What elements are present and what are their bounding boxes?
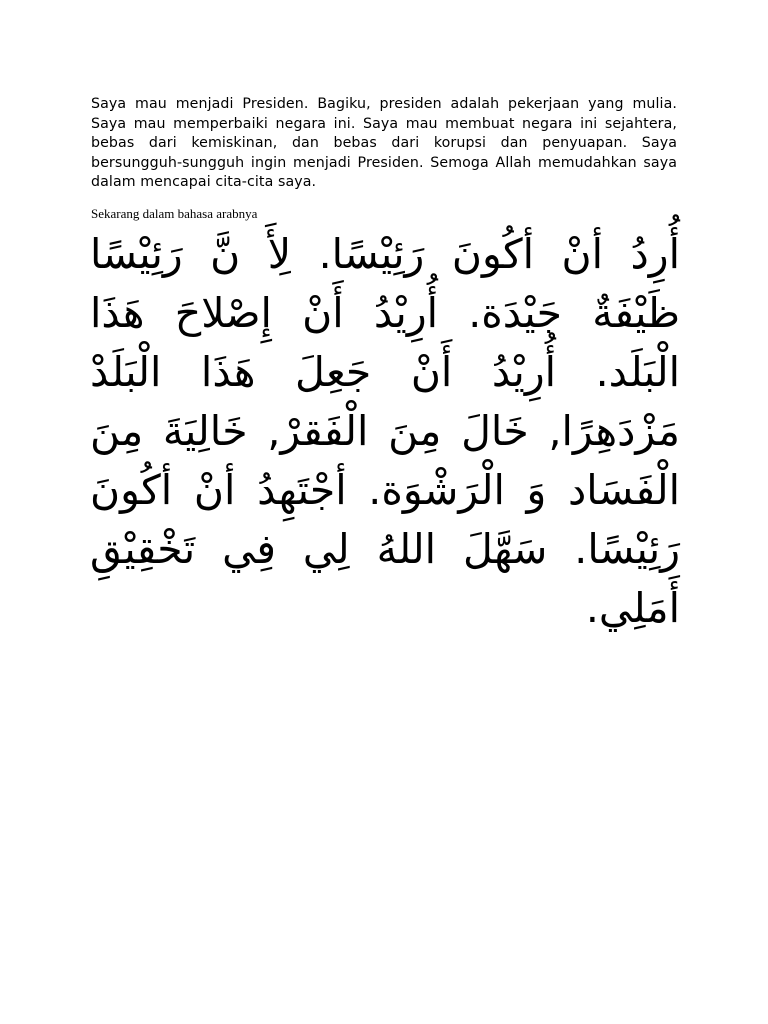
arabic-paragraph: أُرِدُ أنْ أكُونَ رَئِيْسًا. لِأَ نَّ رَئِيْسًا ظَيْفَةٌ جَيْدَة. أُرِيْدُ أَنْ إِصْلاحَ هَذَا الْبَلَد. أُرِيْدُ أَنْ جَعِلَ هَذَا الْبَلَدْ مَزْدَهِرًا, خَالَ مِنَ الْفَقرْ, خَالِيَةَ مِنَ الْفَسَاد وَ الْرَشْوَة. أجْتَهِدُ أنْ أكُونَ رَئِيْسًا. سَهَّلَ اللهُ لِي فِي تَخْقِيْقِ أَمَلِي. xyxy=(90,230,680,632)
intro-paragraph: Saya mau menjadi Presiden. Bagiku, presiden adalah pekerjaan yang mulia. Saya mau memperbaiki negara ini. Saya mau membuat negara ini sejahtera, bebas dari kemiskinan, dan bebas dari korupsi dan penyuapan. Saya bersungguh-sungguh ingin menjadi Presiden. Semoga Allah memudahkan saya dalam mencapai cita-cita saya. xyxy=(91,96,677,190)
subheading: Sekarang dalam bahasa arabnya xyxy=(91,206,258,221)
